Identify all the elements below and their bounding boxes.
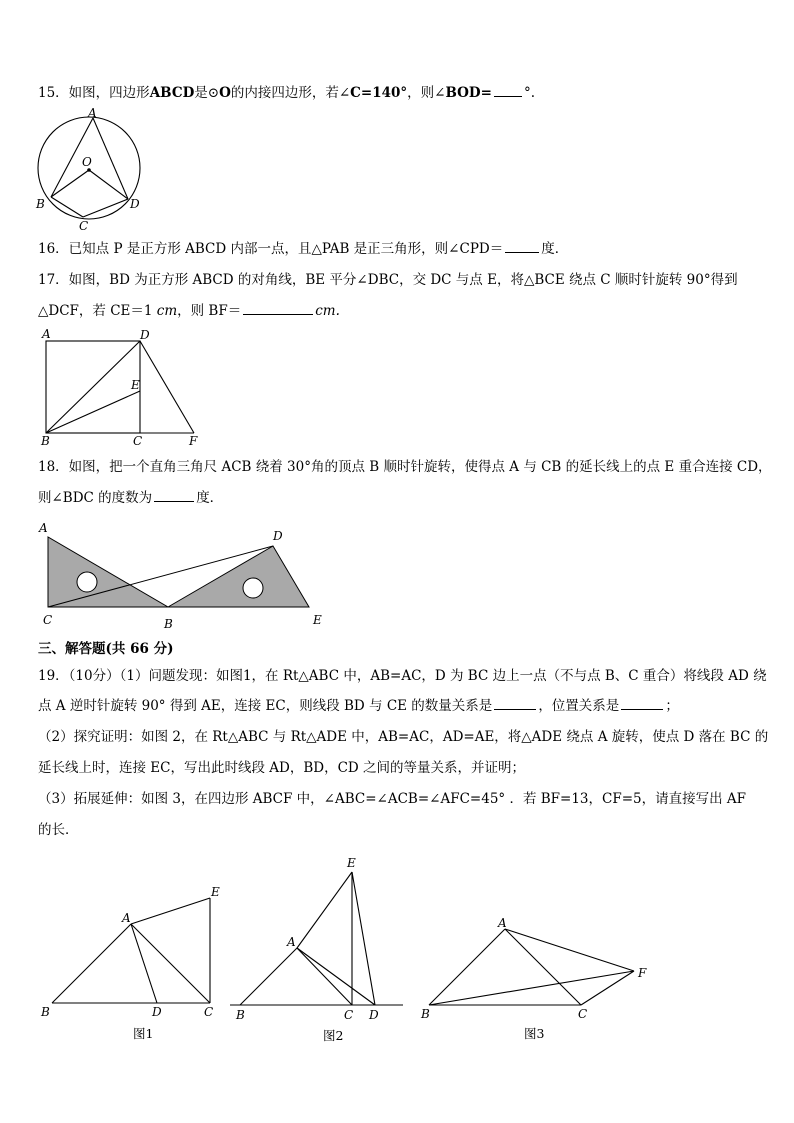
q19-text-1: 点 A 逆时针旋转 90° 得到 AE，连接 EC，则线段 BD 与 CE 的数量关系是 [38,698,493,714]
label-c: C [344,1008,354,1022]
segment-df [140,341,194,433]
figure-1 [36,880,226,1045]
label-e: E [211,885,220,899]
segment-ab [240,948,297,1005]
segment-af [505,929,634,971]
figure-17-square [38,328,203,448]
label-e: E [347,856,356,870]
segment-ab [52,924,131,1003]
section-heading: 三、解答题(共 66 分) [38,641,174,657]
label-b: B [41,434,50,448]
figure-18-triangles [36,518,336,633]
question-19-line-2 [38,697,679,715]
q19-text-3: ； [665,698,679,714]
question-19-line-6: 的长． [38,822,79,838]
q17-text-2: ，则 BF＝ [177,303,242,319]
q17-answer-blank[interactable] [243,302,313,315]
q15-bod: BOD= [445,85,492,101]
q17-text-1: △DCF，若 CE＝1 [38,303,157,319]
label-d: D [130,197,140,211]
figure-3 [418,910,658,1045]
label-a: A [42,327,51,341]
question-17-line-2 [38,302,340,320]
caption-1: 图1 [133,1026,154,1041]
q16-text-2: 度． [541,241,569,257]
segment-ae [131,898,210,924]
segment-cf [581,971,634,1005]
segment-ad [297,948,375,1005]
q17-unit-1: cm [156,303,178,319]
segment-be [46,391,140,433]
label-a: A [88,106,97,120]
q15-text-1: 15．如图，四边形 [38,85,150,101]
segment-ab [429,929,505,1005]
segment-ac [505,929,581,1005]
label-c: C [578,1007,588,1021]
question-18-line-1: 18．如图，把一个直角三角尺 ACB 绕着 30°角的顶点 B 顺时针旋转，使得点 A 与 CB 的延长线上的点 E 重合连接 CD， [38,459,772,475]
q15-abcd: ABCD [149,85,195,101]
question-19-line-3: （2）探究证明：如图 2，在 Rt△ABC 与 Rt△ADE 中，AB=AC，AD=AE，将△ADE 绕点 A 旋转，使点 D 落在 BC 的 [38,729,769,745]
triangle-acb [48,537,168,607]
q15-angle-c: C=140° [350,85,408,101]
q15-text-4: ，则∠ [407,85,446,101]
q17-unit-2: cm. [315,303,340,319]
segment-ad [131,924,157,1003]
question-19-line-5: （3）拓展延伸：如图 3，在四边形 ABCF 中，∠ABC=∠ACB=∠AFC=45° ．若 BF=13，CF=5，请直接写出 AF [38,791,747,807]
label-o: O [82,155,92,169]
q19-text-2: ，位置关系是 [538,698,620,714]
figure-15-circle [30,108,150,233]
ruler-hole-2 [243,578,263,598]
q15-o: O [219,85,231,101]
q16-text-1: 16．已知点 P 是正方形 ABCD 内部一点，且△PAB 是正三角形，则∠CPD＝ [38,241,504,257]
label-c: C [133,434,143,448]
label-e: E [131,378,140,392]
segment-ac [131,924,210,1003]
q15-text-2: 是⊙ [194,85,220,101]
ruler-hole-1 [77,572,97,592]
diagonal-bd [46,341,140,433]
label-c: C [43,613,53,627]
label-c: C [204,1005,214,1019]
label-d: D [140,328,150,342]
q19-answer-blank-1[interactable] [494,697,536,710]
label-d: D [152,1005,162,1019]
label-b: B [164,617,173,631]
figure-2 [228,852,408,1048]
question-15 [38,84,535,102]
label-a: A [39,521,48,535]
label-c: C [79,219,89,233]
label-b: B [421,1007,430,1021]
question-17-line-1: 17．如图，BD 为正方形 ABCD 的对角线，BE 平分∠DBC，交 DC 与点 E，将△BCE 绕点 C 顺时针旋转 90°得到 [38,272,738,288]
caption-2: 图2 [323,1028,344,1043]
label-d: D [369,1008,379,1022]
q18-answer-blank[interactable] [154,489,194,502]
label-b: B [236,1008,245,1022]
caption-3: 图3 [524,1026,545,1041]
label-d: D [273,529,283,543]
q16-answer-blank[interactable] [505,240,539,253]
label-a: A [498,916,507,930]
question-16 [38,240,568,258]
label-f: F [189,434,198,448]
question-18-line-2 [38,489,223,507]
q19-answer-blank-2[interactable] [621,697,663,710]
segment-ae [297,872,352,948]
q15-text-5: °. [523,85,535,101]
label-a: A [287,935,296,949]
label-b: B [41,1005,50,1019]
q15-answer-blank[interactable] [494,84,522,97]
label-e: E [313,613,322,627]
q15-text-3: 的内接四边形，若∠ [230,85,351,101]
segment-bf [429,971,634,1005]
label-b: B [36,197,45,211]
segment-ed [352,872,375,1005]
question-19-line-4: 延长线上时，连接 EC，写出此时线段 AD，BD，CD 之间的等量关系，并证明； [38,760,526,776]
label-f: F [638,966,647,980]
q18-text-1: 则∠BDC 的度数为 [38,490,153,506]
q18-text-2: 度． [196,490,224,506]
segment-ac [297,948,352,1005]
segment-ob [51,170,89,197]
question-19-line-1: 19．（10分）（1）问题发现：如图1，在 Rt△ABC 中，AB=AC，D 为 BC 边上一点（不与点 B、C 重合）将线段 AD 绕 [38,668,767,684]
label-a: A [122,911,131,925]
